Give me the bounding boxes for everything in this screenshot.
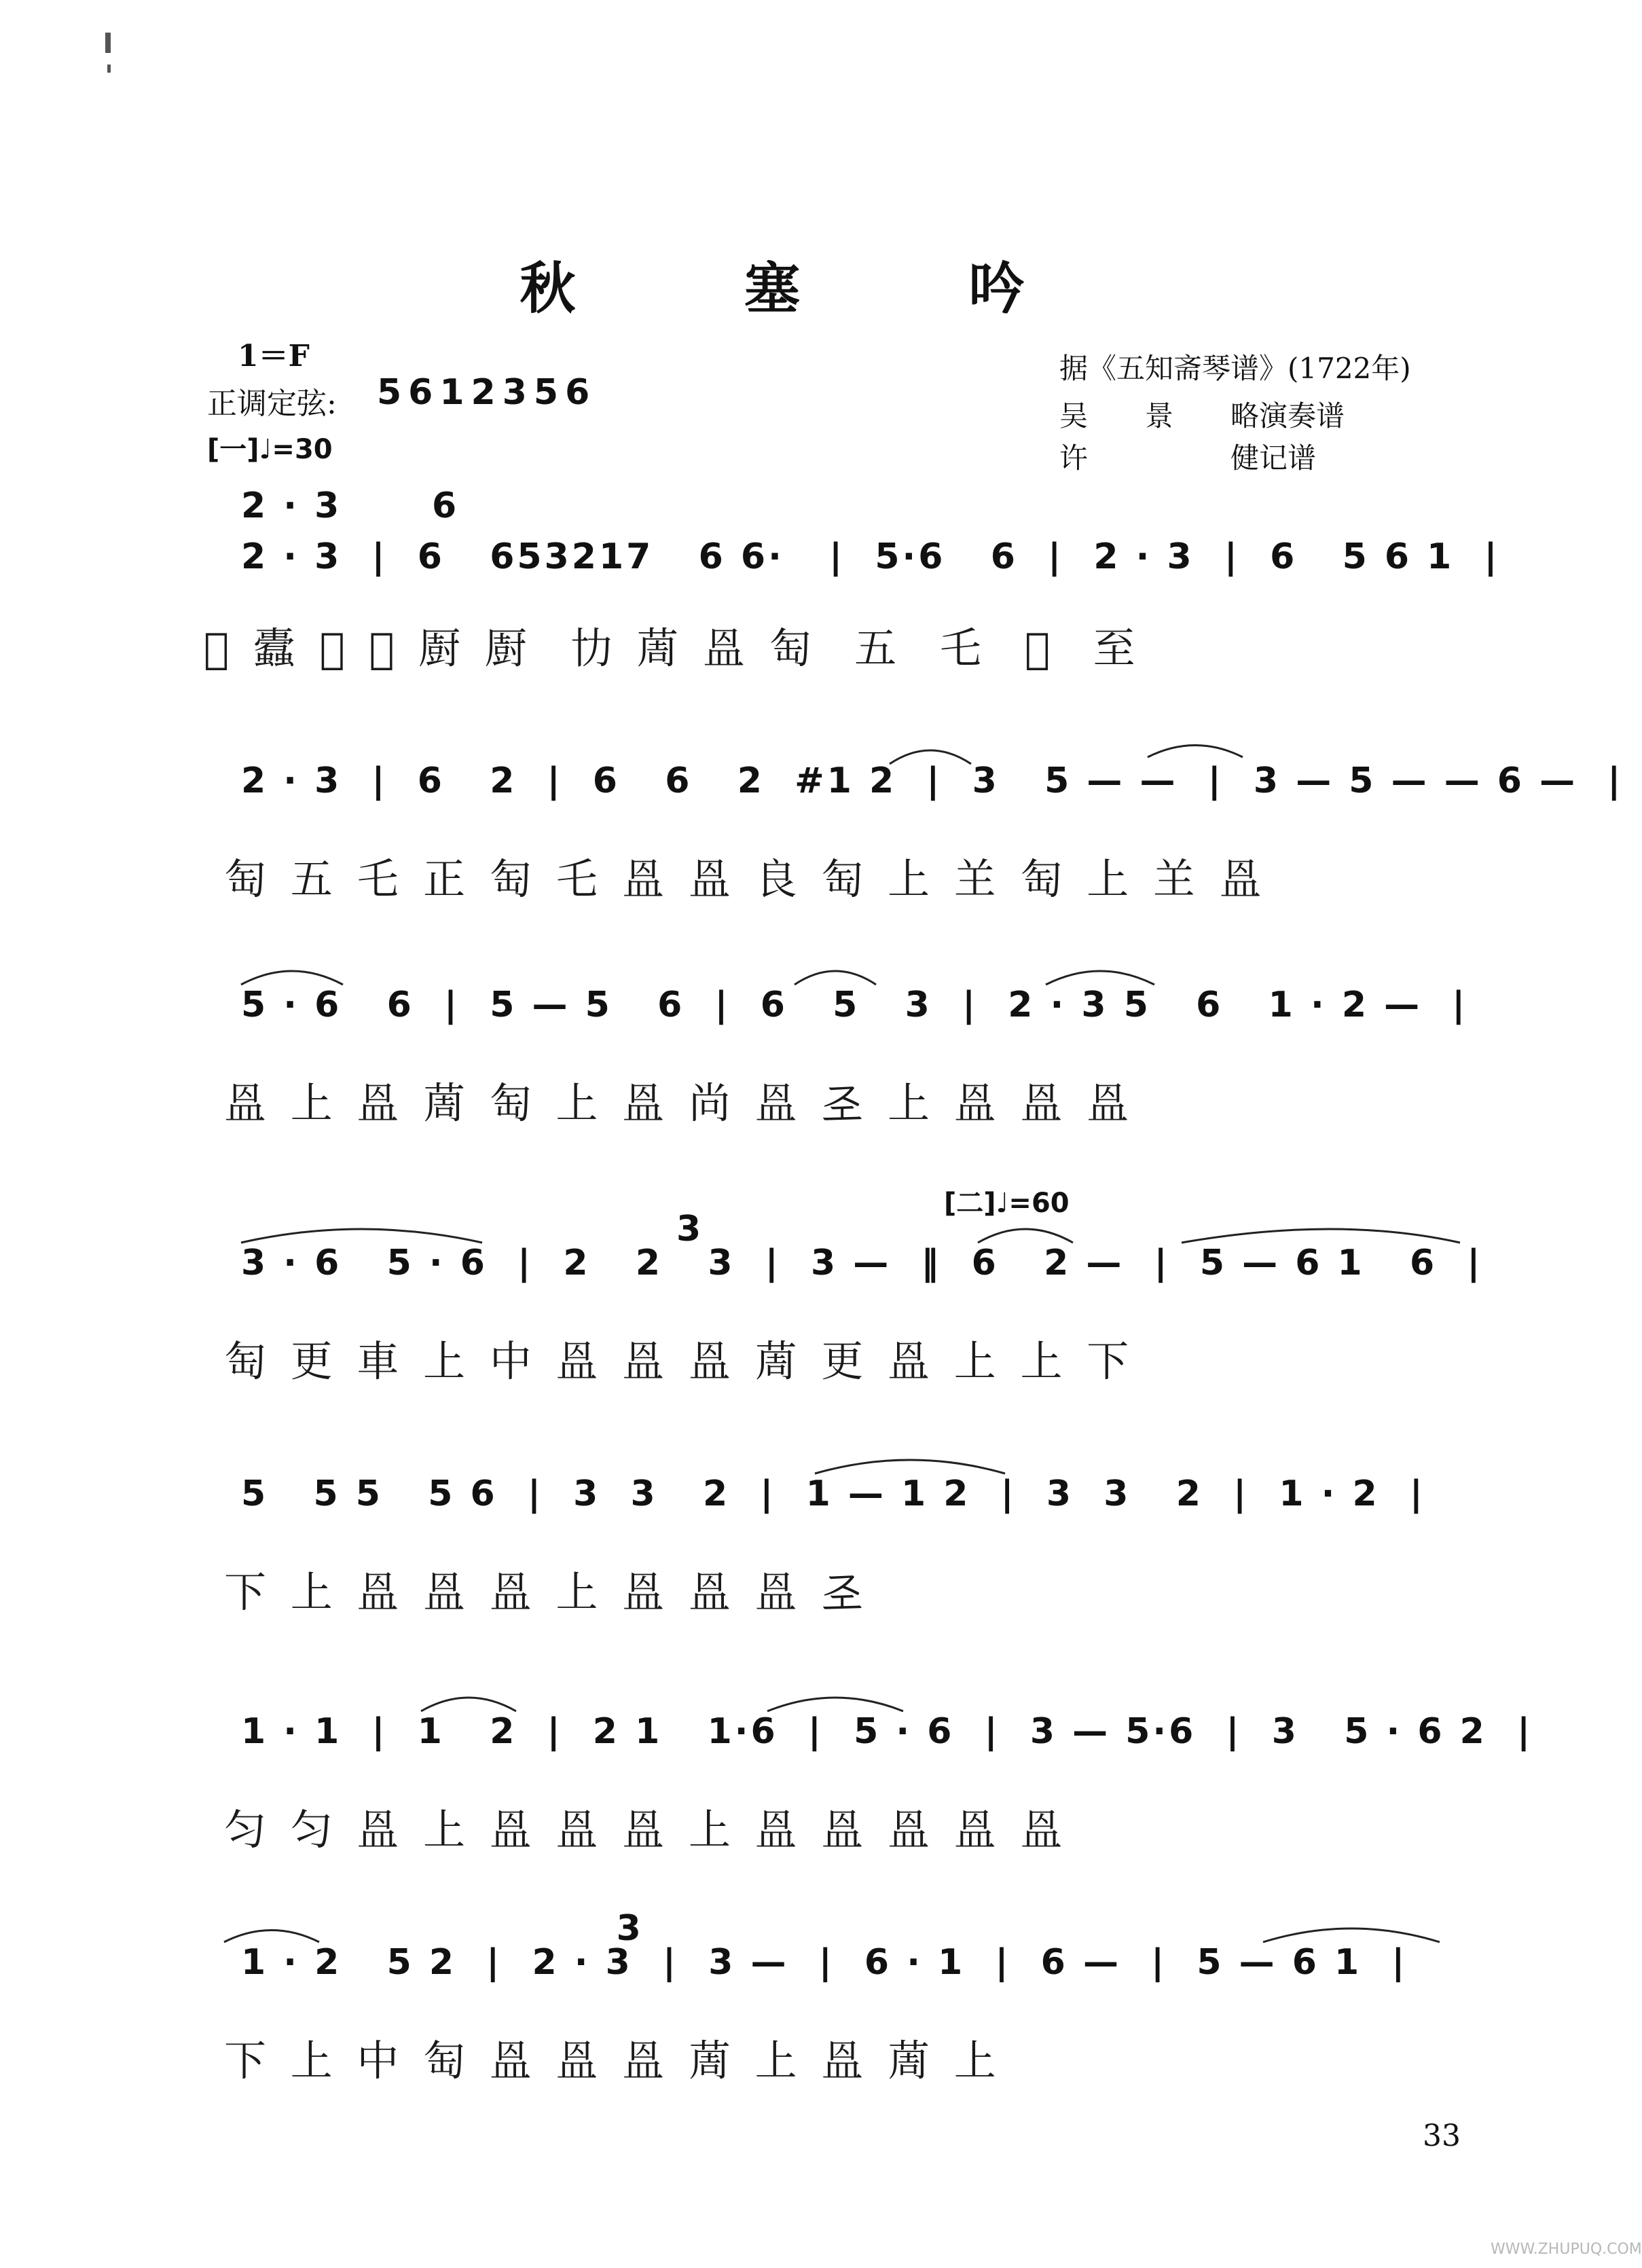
- notation-row: 2 · 3 | 6 653217 6 6· | 5·6 6 | 2 · 3 | 6 5 6 1 |: [241, 536, 1500, 577]
- slur-mark: [421, 1698, 516, 1711]
- tablature-row: 𥁕 上 𥁕 䓟 匋 上 𥁕 尚 𥁕 𢀖 上 𥁕 𥁕 𥁕: [224, 1078, 1135, 1128]
- source-line-3: 许 健记谱: [1059, 441, 1317, 475]
- notation-row: 3 · 6 5 · 6 | 2 2 3 | 3 — ‖ 6 2 — | 5 — 6 1 6 |: [241, 1243, 1483, 1283]
- section-one-marker: [一]♩=30: [207, 434, 333, 465]
- tablature-row: 匋 五 乇 正 匋 乇 𥁕 𥁕 良 匋 上 𦍌 匋 上 𦍌 𥁕: [224, 854, 1267, 904]
- page-title: 秋 塞 吟: [519, 256, 1099, 321]
- notation-row: 5 5 5 5 6 | 3 3 2 | 1 — 1 2 | 3 3 2 | 1 · 2 |: [241, 1474, 1425, 1514]
- notation-row: 5 · 6 6 | 5 — 5 6 | 6 5 3 | 2 · 3 5 6 1 · 2 — |: [241, 985, 1468, 1025]
- watermark-logo: WWW.ZHUPUQ.COM: [1491, 2241, 1642, 2258]
- slur-mark: [1182, 1229, 1460, 1243]
- slur-mark: [890, 750, 971, 764]
- slur-mark: [224, 1931, 319, 1943]
- slur-mark: [1263, 1928, 1440, 1942]
- key-signature: 1＝F: [238, 339, 310, 373]
- source-line-2: 吴 景 略演奏谱: [1059, 399, 1345, 433]
- notation-upper-voice: 3: [241, 1908, 989, 1949]
- source-line-1: 据《五知斋琴谱》(1722年): [1059, 352, 1411, 385]
- notation-upper-voice: 2 · 3 6: [241, 486, 460, 526]
- slur-mark: [978, 1229, 1073, 1243]
- tablature-row: 匋 更 車 上 中 𥁕 𥁕 𥁕 䓟 更 𥁕 上 上 下: [224, 1336, 1135, 1386]
- notation-upper-voice: 3: [241, 1209, 989, 1249]
- tablature-row: 𝄞 蠹 𪛉 𪛉 㕑 㕑 㔹 䓟 𥁕 匋 五 乇 𡿧 至: [204, 623, 1141, 673]
- tablature-row: 下 上 𥁕 𥁕 𥁕 上 𥁕 𥁕 𥁕 𢀖: [224, 1567, 869, 1617]
- slur-mark: [795, 971, 876, 985]
- tuning-label: 正调定弦:: [207, 386, 337, 421]
- slur-mark: [767, 1698, 903, 1711]
- scan-speck: [105, 33, 111, 53]
- tablature-row: 下 上 中 匋 𥁕 𥁕 𥁕 䓟 上 𥁕 䓟 上: [224, 2036, 1002, 2085]
- scan-speck: [107, 65, 111, 73]
- slur-mark: [241, 971, 343, 985]
- page-number: 33: [1423, 2119, 1461, 2153]
- slur-mark: [241, 1229, 482, 1243]
- tablature-row: 匀 匀 𥁕 上 𥁕 𥁕 𥁕 上 𥁕 𥁕 𥁕 𥁕 𥁕: [224, 1805, 1068, 1854]
- notation-row: 1 · 1 | 1 2 | 2 1 1·6 | 5 · 6 | 3 — 5·6 | 3 5 · 6 2 |: [241, 1711, 1533, 1752]
- slur-mark: [1148, 746, 1243, 758]
- notation-row: 2 · 3 | 6 2 | 6 6 2 #1 2 | 3 5 — — | 3 — 5 — — 6 — |: [241, 761, 1624, 801]
- tuning-notes: 5612356: [377, 372, 597, 413]
- notation-row: 1 · 2 5 2 | 2 · 3 | 3 — | 6 · 1 | 6 — | 5 — 6 1 |: [241, 1942, 1408, 1983]
- section-two-marker: [二]♩=60: [944, 1188, 1070, 1219]
- slur-mark: [815, 1460, 1005, 1474]
- slur-mark: [1046, 971, 1154, 985]
